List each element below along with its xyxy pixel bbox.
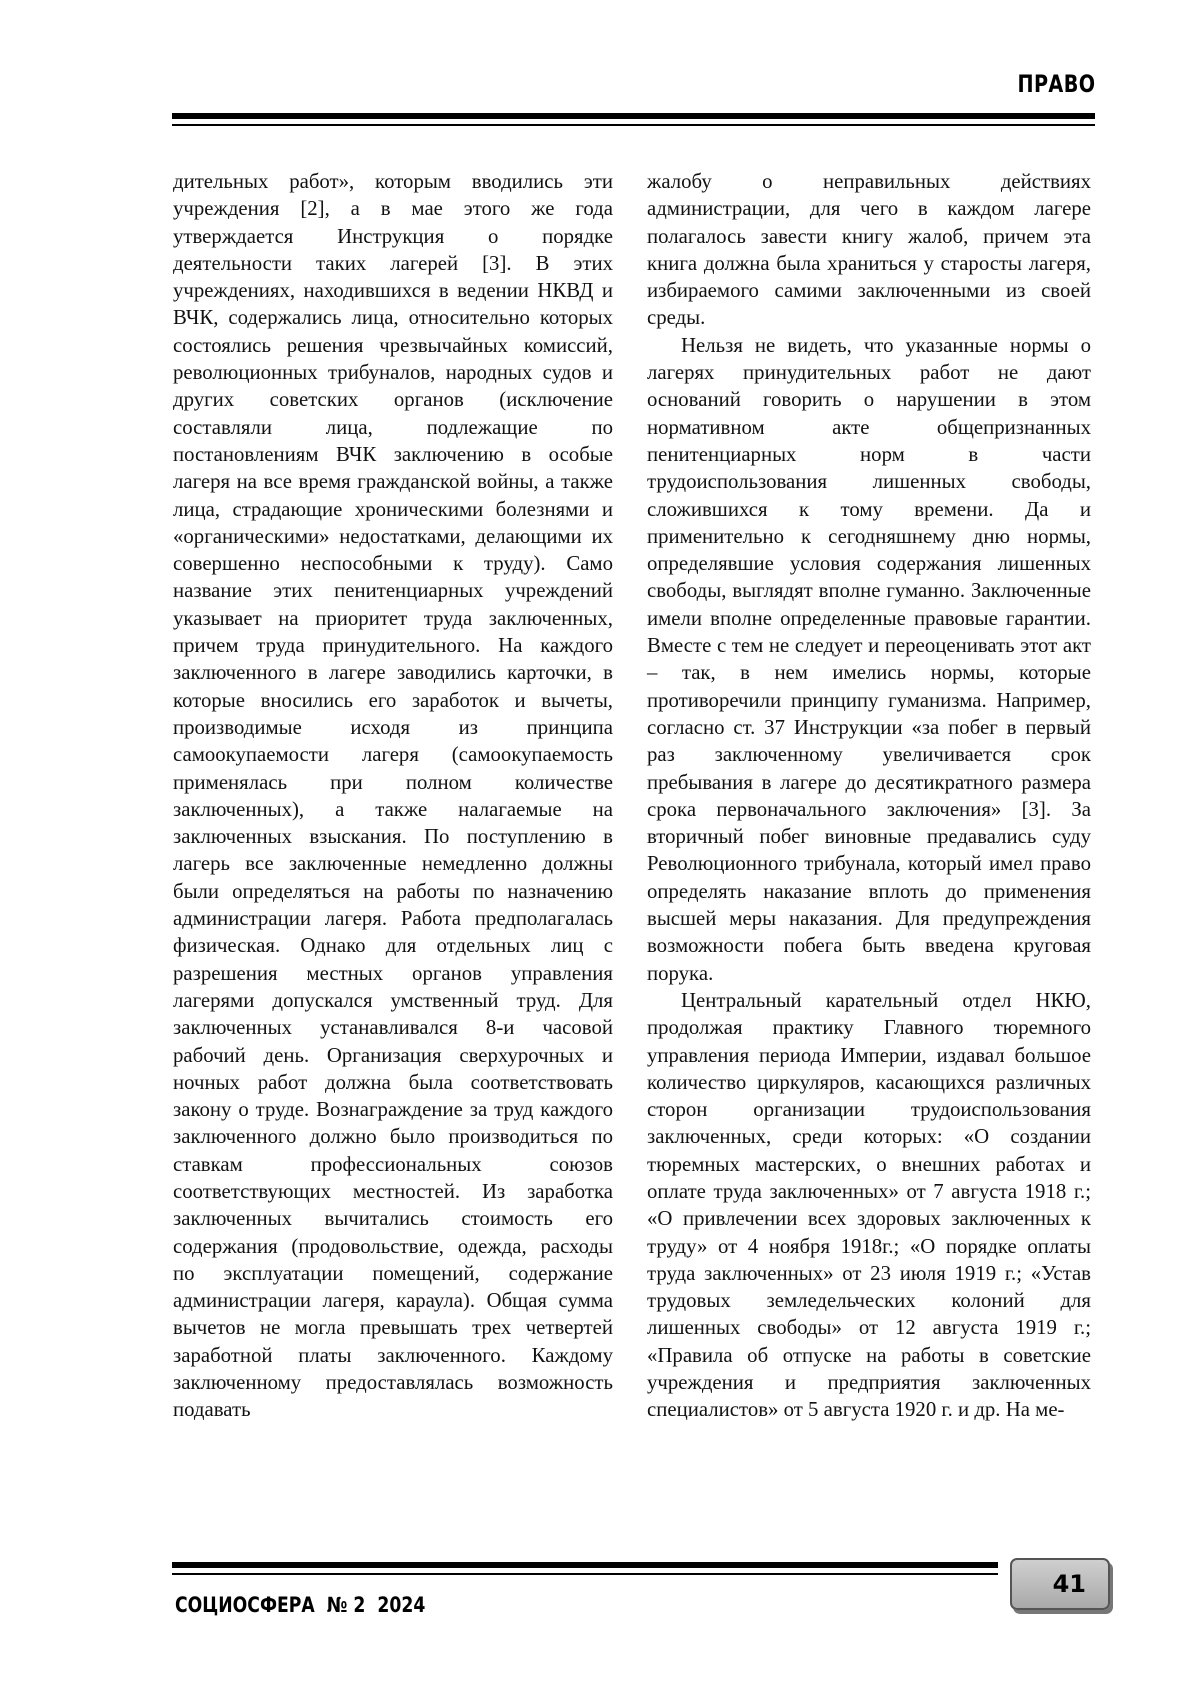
paragraph: Нельзя не видеть, что указанные нормы о лагерях принудительных работ не дают оснований говорить о нарушении в этом нормативном акте общепризнанных пенитенциарных норм в части трудоиспользования лишенных свободы, сложившихся к тому времени. Да и применительно к сегодняшнему дню нормы, определявшие условия содержания лишенных свободы, выглядят вполне гуманно. Заключенные имели вполне определенные правовые гарантии. Вместе с тем не следует и переоценивать этот акт – так, в нем имелись нормы, которые противоречили принципу гуманизма. Например, согласно ст. 37 Инструкции «за побег в первый раз заключенному увеличивается срок пребывания в лагере до десятикратного размера срока первоначального заключения» [3]. За вторичный побег виновные предавались суду Революционного трибунала, который имел право определять наказание вплоть до применения высшей меры наказания. Для предупреждения возможности побега быть введена круговая порука. — [647, 333, 1091, 985]
right-text-column — [647, 168, 1091, 1424]
header-rule-thin — [172, 124, 1095, 126]
page-number: 41 — [1052, 1570, 1086, 1598]
footer-rule-thick — [172, 1562, 998, 1568]
paragraph: жалобу о неправильных действиях администрации, для чего в каждом лагере полагалось завести книгу жалоб, причем эта книга должна была храниться у старосты лагеря, избираемого самими заключенными из своей среды. — [647, 170, 1091, 330]
section-title: ПРАВО — [1017, 70, 1095, 98]
paragraph: дительных работ», которым вводились эти учреждения [2], а в мае этого же года утверждается Инструкция о порядке деятельности таких лагерей [3]. В этих учреждениях, находившихся в ведении НКВД и ВЧК, содержались лица, относительно которых состоялись решения чрезвычайных комиссий, революционных трибуналов, народных судов и других советских органов (исключение составляли лица, подлежащие по постановлениям ВЧК заключению в особые лагеря на все время гражданской войны, а также лица, страдающие хроническими болезнями и «органическими» недостатками, делающими их совершенно неспособными к труду). Само название этих пенитенциарных учреждений указывает на приоритет труда заключенных, причем труда принудительного. На каждого заключенного в лагере заводились карточки, в которые вносились его заработок и вычеты, производимые исходя из принципа самоокупаемости лагеря (самоокупаемость применялась при полном количестве заключенных), а также налагаемые на заключенных взыскания. По поступлению в лагерь все заключенные немедленно должны были определяться на работы по назначению администрации лагеря. Работа предполагалась физическая. Однако для отдельных лиц с разрешения местных органов управления лагерями допускался умственный труд. Для заключенных устанавливался 8-и часовой рабочий день. Организация сверхурочных и ночных работ должна была соответствовать закону о труде. Вознаграждение за труд каждого заключенного должно было производиться по ставкам профессиональных союзов соответствующих местностей. Из заработка заключенных вычитались стоимость его содержания (продовольствие, одежда, расходы по эксплуатации помещений, содержание администрации лагеря, караула). Общая сумма вычетов не могла превышать трех четвертей заработной платы заключенного. Каждому заключенному предоставлялась возможность подавать — [173, 170, 613, 1422]
left-text-column — [173, 168, 613, 1424]
header-rule-thick — [172, 113, 1095, 119]
page-number-badge — [1010, 1558, 1110, 1610]
journal-title: СОЦИОСФЕРА № 2 2024 — [175, 1593, 426, 1617]
paragraph: Центральный карательный отдел НКЮ, продолжая практику Главного тюремного управления периода Империи, издавал большое количество циркуляров, касающихся различных сторон организации трудоиспользования заключенных, среди которых: «О создании тюремных мастерских, о внешних работах и оплате труда заключенных» от 7 августа 1918 г.; «О привлечении всех здоровых заключенных к труду» от 4 ноября 1918г.; «О порядке оплаты труда заключенных» от 23 июля 1919 г.; «Устав трудовых земледельческих колоний для лишенных свободы» от 12 августа 1919 г.; «Правила об отпуске на работы в советские учреждения и предприятия заключенных специалистов» от 5 августа 1920 г. и др. На ме- — [647, 988, 1091, 1422]
footer-rule-thin — [172, 1573, 998, 1575]
